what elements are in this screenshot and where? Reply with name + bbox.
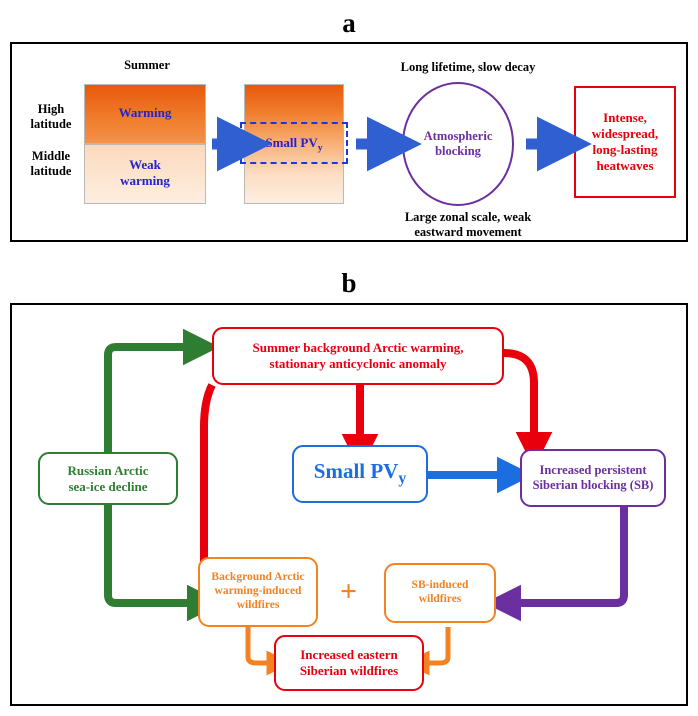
atmospheric-blocking-ellipse (402, 82, 514, 206)
sea-ice-line1: Russian Arctic (67, 462, 149, 478)
heatwaves-line3: long-lasting (592, 142, 658, 157)
middle-latitude-label-line1: Middle (31, 149, 71, 163)
small-pvy-label (240, 136, 348, 154)
node-siberian-blocking (520, 449, 666, 507)
heatwaves-line1: Intense, (603, 109, 647, 125)
sb-wildfires-line2: wildfires (418, 593, 462, 605)
node-background-wildfires (198, 557, 318, 627)
panel-b-letter: b (341, 268, 357, 298)
sb-wildfires-line1: SB-induced (411, 579, 469, 592)
weak-warming-label-line1: Weak (129, 157, 161, 172)
small-pvy-subscript: y (317, 142, 323, 154)
blocking-bottom-caption-line1: Large zonal scale, weak (404, 210, 532, 224)
small-pvy-subscript-b: y (398, 470, 407, 488)
node-small-pvy (292, 445, 428, 503)
bg-wildfires-line2: warming-induced (214, 585, 302, 598)
bg-wildfires-line1: Background Arctic (211, 571, 305, 584)
small-pvy-text-b: Small PV (313, 458, 399, 483)
weak-warming-label-line2: warming (120, 173, 170, 188)
panel-a-letter: a (342, 8, 356, 38)
panel-b (10, 303, 688, 706)
summer-label: Summer (124, 58, 170, 72)
heatwaves-box (574, 86, 676, 198)
atmospheric-blocking-line2: blocking (435, 144, 481, 158)
node-arctic-warming (212, 327, 504, 385)
atmospheric-blocking-line1: Atmospheric (423, 129, 493, 143)
node-sb-wildfires (384, 563, 496, 623)
node-eastern-siberian-wildfires (274, 635, 424, 691)
high-latitude-label-line1: High (37, 102, 65, 116)
plus-symbol: + (340, 575, 358, 608)
siberian-blocking-line2: Siberian blocking (SB) (532, 478, 654, 492)
blocking-top-caption: Long lifetime, slow decay (400, 60, 536, 74)
siberian-blocking-line1: Increased persistent (539, 463, 647, 477)
arctic-warming-line1: Summer background Arctic warming, (252, 340, 464, 356)
bg-wildfires-line3: wildfires (236, 598, 280, 611)
small-pvy-text: Small PV (265, 135, 318, 150)
panel-a (10, 42, 688, 242)
sea-ice-line2: sea-ice decline (68, 478, 148, 494)
eastern-wildfires-line1: Increased eastern (300, 647, 398, 663)
arctic-warming-line2: stationary anticyclonic anomaly (269, 356, 447, 371)
middle-latitude-label-line2: latitude (30, 164, 72, 178)
high-latitude-label-line2: latitude (30, 117, 72, 131)
heatwaves-line2: widespread, (591, 125, 659, 141)
warming-label: Warming (118, 105, 172, 120)
node-sea-ice-decline (38, 452, 178, 505)
heatwaves-line4: heatwaves (596, 158, 654, 174)
eastern-wildfires-line2: Siberian wildfires (299, 663, 399, 678)
blocking-bottom-caption-line2: eastward movement (414, 225, 522, 239)
